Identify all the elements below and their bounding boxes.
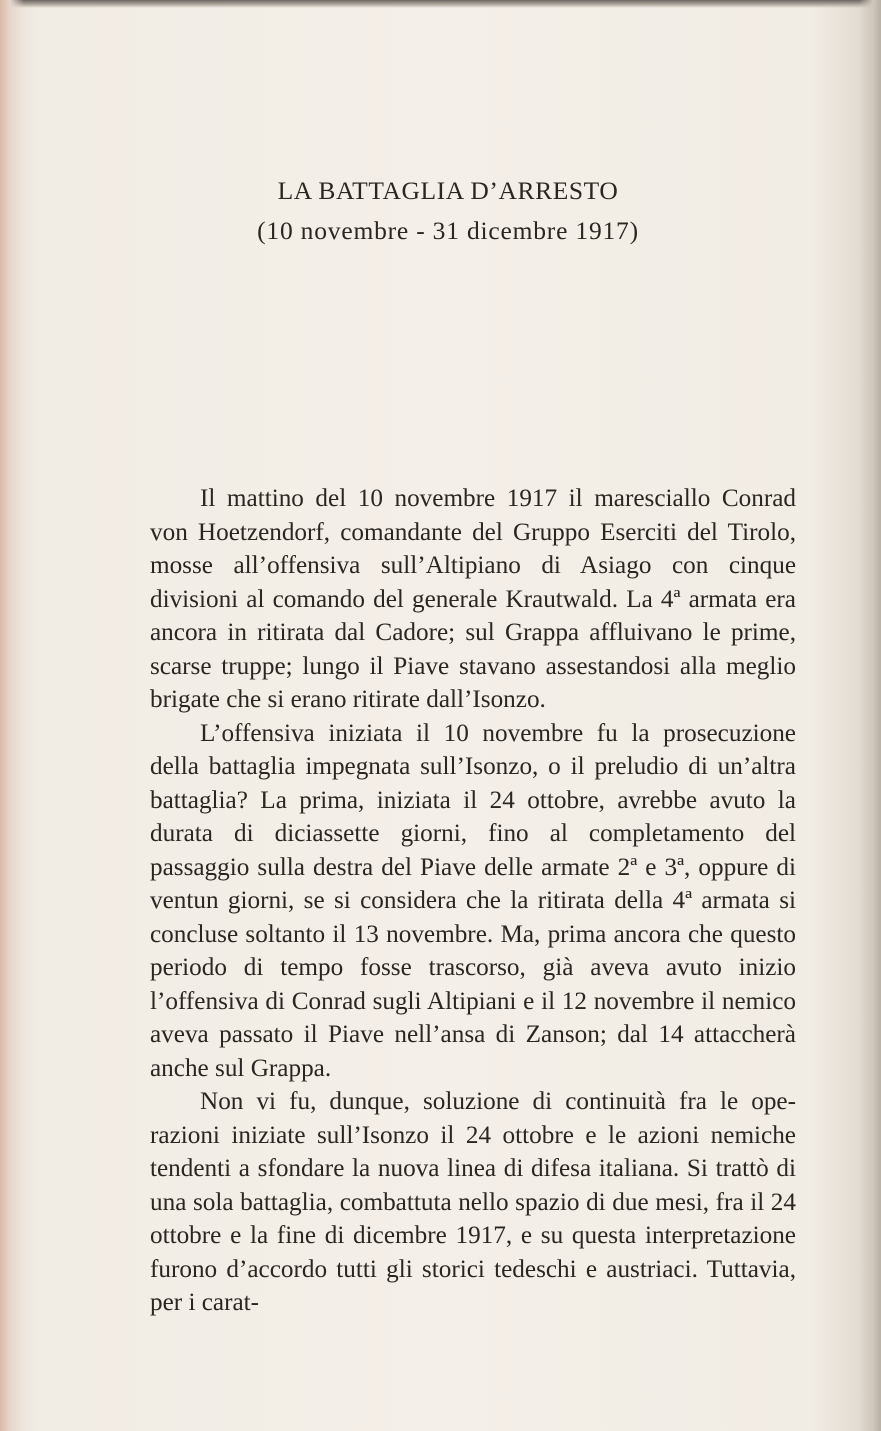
paragraph-2: L’offensiva iniziata il 10 novembre fu la prosecuzione della battaglia impegnata sull’Isonzo, o il preludio di un’altra battaglia? La prima, iniziata il 24 ottobre, avrebbe avuto la durata di diciassette giorni, fino al completamento del passaggio sulla destra del Piave delle armate 2ª e 3ª, oppure di ventun giorni, se si considera che la ritirata della 4ª armata si concluse soltanto il 13 novembre. Ma, prima ancora che questo periodo di tempo fosse trascorso, già aveva avuto inizio l’offensiva di Conrad sugli Altipiani e il 12 novembre il nemico aveva passato il Piave nell’ansa di Zanson; dal 14 attaccherà anche sul Grappa.	[150, 719, 796, 1082]
page-right-edge	[859, 0, 881, 1431]
page-left-edge	[0, 0, 24, 1431]
body-text	[150, 482, 796, 1320]
chapter-subtitle: (10 novembre - 31 dicembre 1917)	[257, 216, 639, 245]
page-top-shadow	[0, 0, 881, 8]
chapter-title: LA BATTAGLIA D’ARRESTO	[277, 176, 619, 205]
paragraph-1: Il mattino del 10 novembre 1917 il maresciallo Conrad von Hoetzendorf, comandante del Gruppo Eserciti del Tirolo, mosse all’offensiva sull’Altipiano di Asiago con cinque divisioni al comando del generale Krautwald. La 4ª armata era ancora in ritirata dal Cadore; sul Grappa affluivano le prime, scarse truppe; lungo il Piave stavano assestandosi alla meglio brigate che si erano ritirate dall’Isonzo.	[150, 485, 796, 713]
paragraph-3: Non vi fu, dunque, soluzione di continuità fra le operazioni iniziate sull’Isonzo il 24 ottobre e le azioni nemiche tendenti a sfondare la nuova linea di difesa italiana. Si trattò di una sola battaglia, combattuta nello spazio di due mesi, fra il 24 ottobre e la fine di dicembre 1917, e su questa interpretazione furono d’accordo tutti gli storici tedeschi e austriaci. Tuttavia, per i carat-	[150, 1088, 796, 1316]
